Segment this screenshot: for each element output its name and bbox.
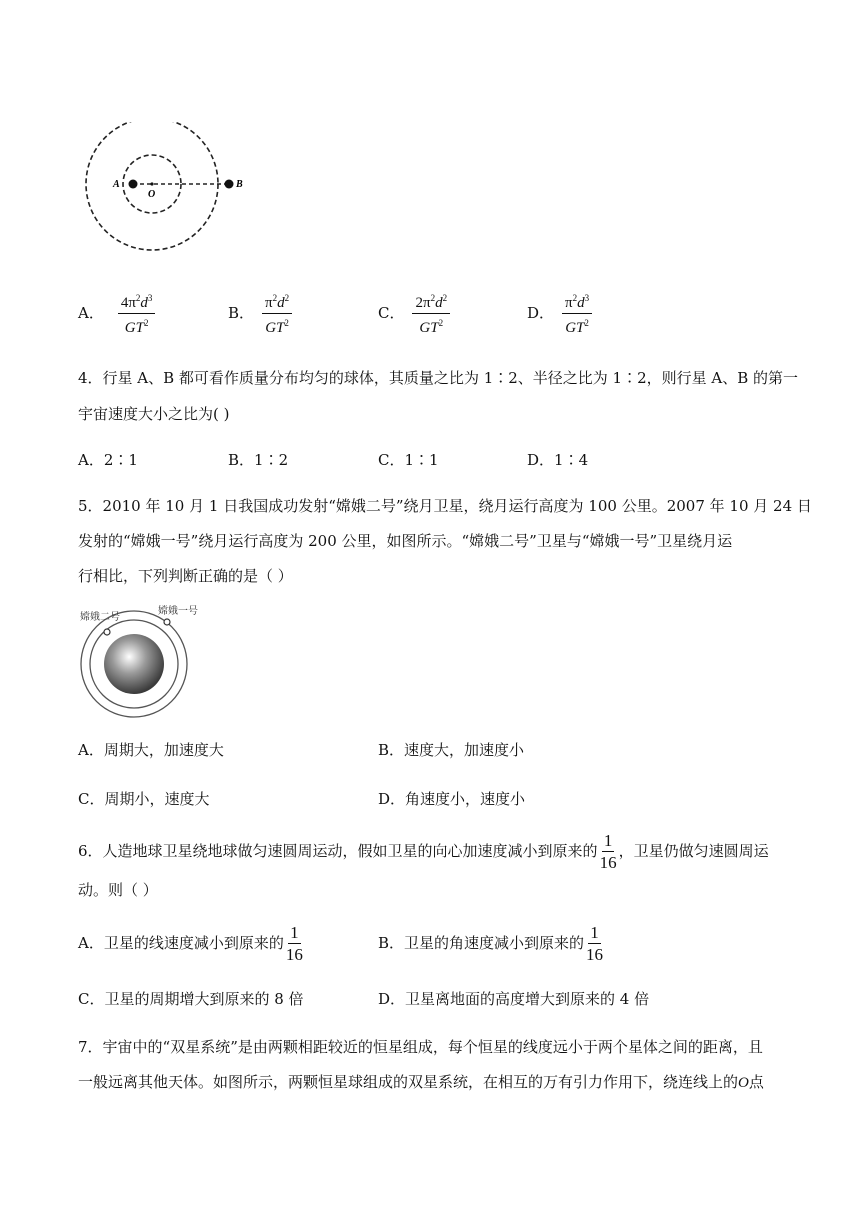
outer-orbit xyxy=(86,122,218,250)
q6-line-2: 动。则（ ） xyxy=(78,881,158,899)
q6-line-1: 6．人造地球卫星绕地球做匀速圆周运动，假如卫星的向心加速度减小到原来的 $\frac{1}{16}$ ，卫星仍做匀速圆周运 xyxy=(78,830,769,872)
q4-option-c: C．1∶1 xyxy=(378,451,439,469)
label-chang-e-2: 嫦娥二号 xyxy=(80,612,120,623)
q5-line-1: 5．2010 年 10 月 1 日我国成功发射“嫦娥二号”绕月卫星，绕月运行高度为 100 公里。2007 年 10 月 24 日 xyxy=(78,497,812,515)
q4-line-2: 宇宙速度大小之比为( ) xyxy=(78,405,230,423)
q3-option-a: A． $\frac{4\pi^2d^3}{GT^2}$ xyxy=(78,290,155,336)
q4-line-1: 4．行星 A、B 都可看作质量分布均匀的球体，其质量之比为 1∶2、半径之比为 1∶2，则行星 A、B 的第一 xyxy=(78,369,799,387)
q6-fraction: $\frac{1}{16}$ xyxy=(599,830,617,872)
q5-line-3: 行相比，下列判断正确的是（ ） xyxy=(78,567,293,585)
moon xyxy=(104,634,164,694)
center-o xyxy=(150,182,153,185)
q5-line-2: 发射的“嫦娥一号”绕月运行高度为 200 公里，如图所示。“嫦娥二号”卫星与“嫦娥一号”卫星绕月运 xyxy=(78,532,733,550)
star-b xyxy=(225,180,234,189)
moon-orbit-figure xyxy=(78,598,210,722)
q6-option-d: D．卫星离地面的高度增大到原来的 4 倍 xyxy=(378,990,650,1008)
q5-option-c: C．周期小，速度大 xyxy=(78,790,210,808)
label-o: O xyxy=(148,189,156,200)
q6-option-b-fraction: $\frac{1}{16}$ xyxy=(586,922,604,964)
label-b: B xyxy=(236,179,243,190)
q6-option-a: A．卫星的线速度减小到原来的 $\frac{1}{16}$ xyxy=(78,922,303,964)
q3-option-c: C． $\frac{2\pi^2d^2}{GT^2}$ xyxy=(378,290,450,336)
q4-option-b: B．1∶2 xyxy=(228,451,289,469)
q4-option-a: A．2∶1 xyxy=(78,451,138,469)
q5-option-b: B．速度大，加速度小 xyxy=(378,741,525,759)
label-a: A xyxy=(113,179,120,190)
q5-option-a: A．周期大，加速度大 xyxy=(78,741,224,759)
q7-line-2: 一般远离其他天体。如图所示，两颗恒星球组成的双星系统，在相互的万有引力作用下，绕连线上的O点 xyxy=(78,1073,764,1091)
q3-option-d: D． $\frac{\pi^2d^3}{GT^2}$ xyxy=(527,290,592,336)
q6-option-b: B．卫星的角速度减小到原来的 $\frac{1}{16}$ xyxy=(378,922,604,964)
satellite-chang-e-2 xyxy=(104,629,110,635)
label-chang-e-1: 嫦娥一号 xyxy=(158,606,198,617)
satellite-chang-e-1 xyxy=(164,619,170,625)
q3-option-b: B． $\frac{\pi^2d^2}{GT^2}$ xyxy=(228,290,292,336)
q6-option-c: C．卫星的周期增大到原来的 8 倍 xyxy=(78,990,304,1008)
q3-options xyxy=(78,290,778,336)
q6-option-a-fraction: $\frac{1}{16}$ xyxy=(285,922,303,964)
q4-option-d: D．1∶4 xyxy=(527,451,589,469)
q5-option-d: D．角速度小，速度小 xyxy=(378,790,526,808)
q7-line-1: 7．宇宙中的“双星系统”是由两颗相距较近的恒星组成，每个恒星的线度远小于两个星体之间的距离，且 xyxy=(78,1038,763,1056)
binary-orbit-figure xyxy=(82,122,262,262)
star-a xyxy=(129,180,138,189)
